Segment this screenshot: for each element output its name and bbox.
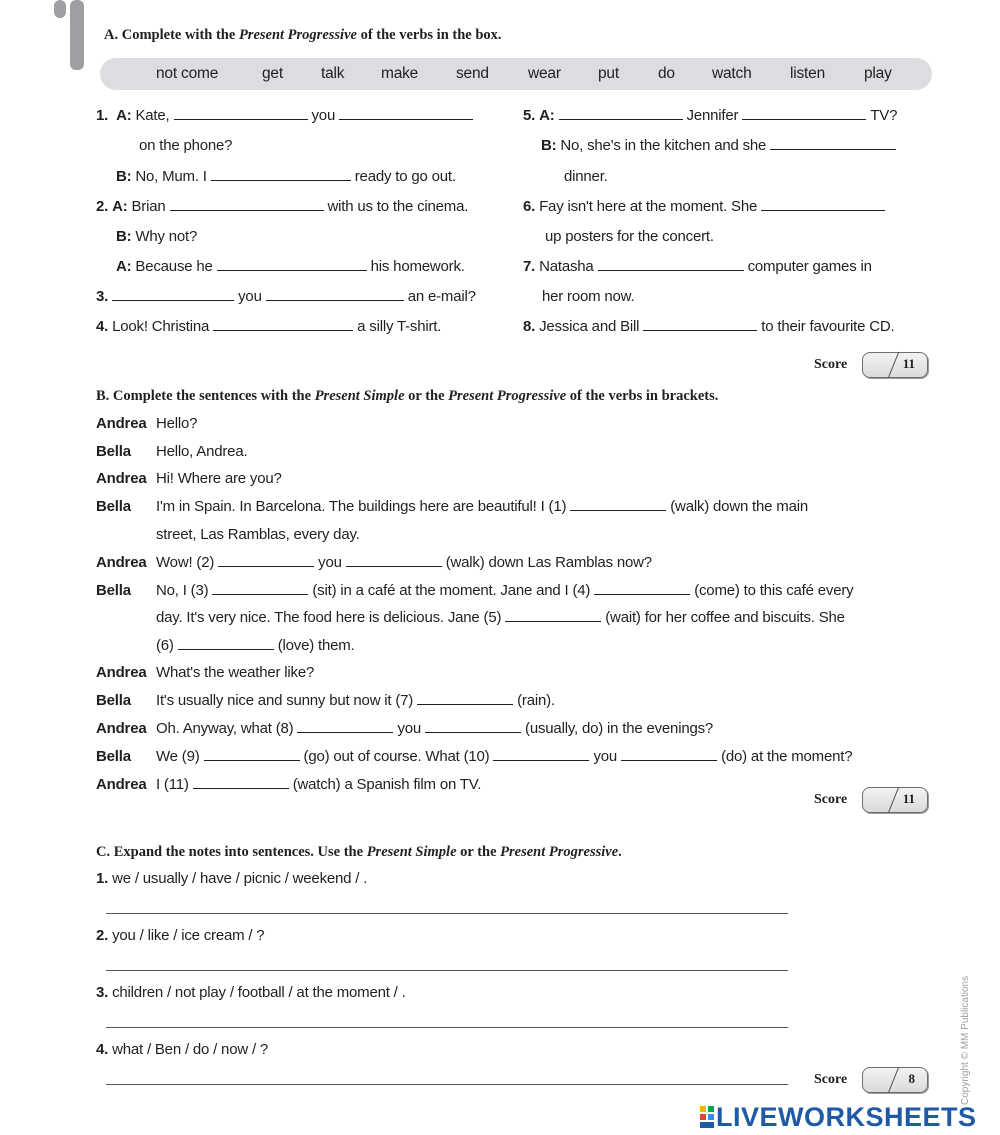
answer-blank[interactable] (742, 118, 866, 120)
dialogue-line: street, Las Ramblas, every day. (156, 526, 360, 543)
speaker-bella: Bella (96, 582, 131, 599)
expand-item-2: 2. you / like / ice cream / ? (96, 927, 265, 944)
binder-tab-left (54, 0, 66, 18)
score-box-c[interactable] (862, 1067, 928, 1093)
answer-line[interactable] (106, 913, 788, 914)
answer-blank[interactable] (570, 509, 666, 511)
word-box-item: watch (712, 65, 752, 82)
dialogue-line: Hello? (156, 415, 198, 432)
question-8: 8. Jessica and Bill to their favourite CD. (523, 318, 895, 335)
speaker-bella: Bella (96, 692, 131, 709)
dialogue-line: No, I (3) (sit) in a café at the moment. Jane and I (4) (come) to this café every (156, 582, 854, 599)
answer-blank[interactable] (559, 118, 683, 120)
dialogue-line: I'm in Spain. In Barcelona. The buildings here are beautiful! I (1) (walk) down the main (156, 498, 808, 515)
answer-blank[interactable] (425, 731, 521, 733)
copyright-text: Copyright © MM Publications (960, 975, 971, 1105)
speaker-bella: Bella (96, 498, 131, 515)
word-box-item: make (381, 65, 419, 82)
word-box-item: not come (156, 65, 219, 82)
answer-blank[interactable] (339, 118, 473, 120)
answer-blank[interactable] (178, 648, 274, 650)
speaker-andrea: Andrea (96, 470, 147, 487)
question-7-line-2: her room now. (542, 288, 635, 305)
answer-blank[interactable] (212, 593, 308, 595)
speaker-andrea: Andrea (96, 554, 147, 571)
answer-blank[interactable] (211, 179, 351, 181)
answer-blank[interactable] (170, 209, 324, 211)
score-box-b[interactable] (862, 787, 928, 813)
expand-item-4: 4. what / Ben / do / now / ? (96, 1041, 269, 1058)
binder-tab-right (70, 0, 84, 70)
answer-blank[interactable] (174, 118, 308, 120)
dialogue-line: Hi! Where are you? (156, 470, 282, 487)
score-label-b: Score (814, 792, 848, 807)
speaker-bella: Bella (96, 443, 131, 460)
question-2-line-1: 2. A: Brian with us to the cinema. (96, 198, 469, 215)
question-5-line-3: dinner. (564, 168, 608, 185)
word-box-item: play (864, 65, 892, 82)
dialogue-line: Wow! (2) you (walk) down Las Ramblas now? (156, 554, 652, 571)
score-max-a: 11 (902, 356, 915, 371)
word-box-item: listen (790, 65, 825, 82)
answer-blank[interactable] (218, 565, 314, 567)
dialogue-line: I (11) (watch) a Spanish film on TV. (156, 776, 482, 793)
score-label-a: Score (814, 357, 848, 372)
score-box-a[interactable] (862, 352, 928, 378)
speaker-bella: Bella (96, 748, 131, 765)
answer-blank[interactable] (643, 329, 757, 331)
word-box-item: talk (321, 65, 345, 82)
dialogue-line: (6) (love) them. (156, 637, 355, 654)
answer-blank[interactable] (213, 329, 353, 331)
question-2-line-3: A: Because he his homework. (116, 258, 465, 275)
word-box-item: put (598, 65, 619, 82)
question-6-line-2: up posters for the concert. (545, 228, 714, 245)
answer-blank[interactable] (770, 148, 896, 150)
score-max-b: 11 (902, 791, 915, 806)
answer-blank[interactable] (112, 299, 234, 301)
answer-blank[interactable] (346, 565, 442, 567)
answer-line[interactable] (106, 970, 788, 971)
logo-grid-icon (700, 1106, 714, 1128)
section-b-heading: B. Complete the sentences with the Present Simple or the Present Progressive of the verbs in brackets. (96, 388, 719, 404)
word-box-item: get (262, 65, 283, 82)
speaker-andrea: Andrea (96, 720, 147, 737)
question-1-line-2: on the phone? (139, 137, 233, 154)
score-label-c: Score (814, 1072, 848, 1087)
question-7-line-1: 7. Natasha computer games in (523, 258, 872, 275)
word-box-item: do (658, 65, 675, 82)
dialogue-line: It's usually nice and sunny but now it (7) (rain). (156, 692, 555, 709)
word-box-item: wear (528, 65, 561, 82)
question-2-line-2: B: Why not? (116, 228, 198, 245)
answer-blank[interactable] (598, 269, 744, 271)
answer-line[interactable] (106, 1027, 788, 1028)
speaker-andrea: Andrea (96, 664, 147, 681)
answer-blank[interactable] (266, 299, 404, 301)
expand-item-3: 3. children / not play / football / at the moment / . (96, 984, 406, 1001)
dialogue-line: Oh. Anyway, what (8) you (usually, do) in the evenings? (156, 720, 714, 737)
dialogue-line: What's the weather like? (156, 664, 315, 681)
answer-blank[interactable] (493, 759, 589, 761)
answer-line[interactable] (106, 1084, 788, 1085)
question-1-line-1: 1. A: Kate, you (96, 107, 477, 124)
section-a-heading: A. Complete with the Present Progressive of the verbs in the box. (104, 27, 502, 43)
dialogue-line: We (9) (go) out of course. What (10) you (do) at the moment? (156, 748, 853, 765)
question-6-line-1: 6. Fay isn't here at the moment. She (523, 198, 889, 215)
answer-blank[interactable] (204, 759, 300, 761)
liveworksheets-logo[interactable]: LIVEWORKSHEETS (700, 1102, 977, 1133)
verb-word-box (100, 58, 932, 90)
dialogue-line: Hello, Andrea. (156, 443, 248, 460)
word-box-item: send (456, 65, 489, 82)
question-4: 4. Look! Christina a silly T-shirt. (96, 318, 442, 335)
answer-blank[interactable] (621, 759, 717, 761)
answer-blank[interactable] (193, 787, 289, 789)
answer-blank[interactable] (505, 620, 601, 622)
answer-blank[interactable] (761, 209, 885, 211)
expand-item-1: 1. we / usually / have / picnic / weekend / . (96, 870, 368, 887)
answer-blank[interactable] (594, 593, 690, 595)
answer-blank[interactable] (417, 703, 513, 705)
speaker-andrea: Andrea (96, 776, 147, 793)
question-3: 3. you an e-mail? (96, 288, 476, 305)
question-5-line-2: B: No, she's in the kitchen and she (541, 137, 900, 154)
section-c-heading: C. Expand the notes into sentences. Use the Present Simple or the Present Progressive. (96, 844, 622, 860)
speaker-andrea: Andrea (96, 415, 147, 432)
question-1-line-3: B: No, Mum. I ready to go out. (116, 168, 456, 185)
dialogue-line: day. It's very nice. The food here is delicious. Jane (5) (wait) for her coffee and biscuits. She (156, 609, 845, 626)
answer-blank[interactable] (297, 731, 393, 733)
answer-blank[interactable] (217, 269, 367, 271)
question-5-line-1: 5. A: Jennifer TV? (523, 107, 898, 124)
score-max-c: 8 (908, 1071, 915, 1086)
